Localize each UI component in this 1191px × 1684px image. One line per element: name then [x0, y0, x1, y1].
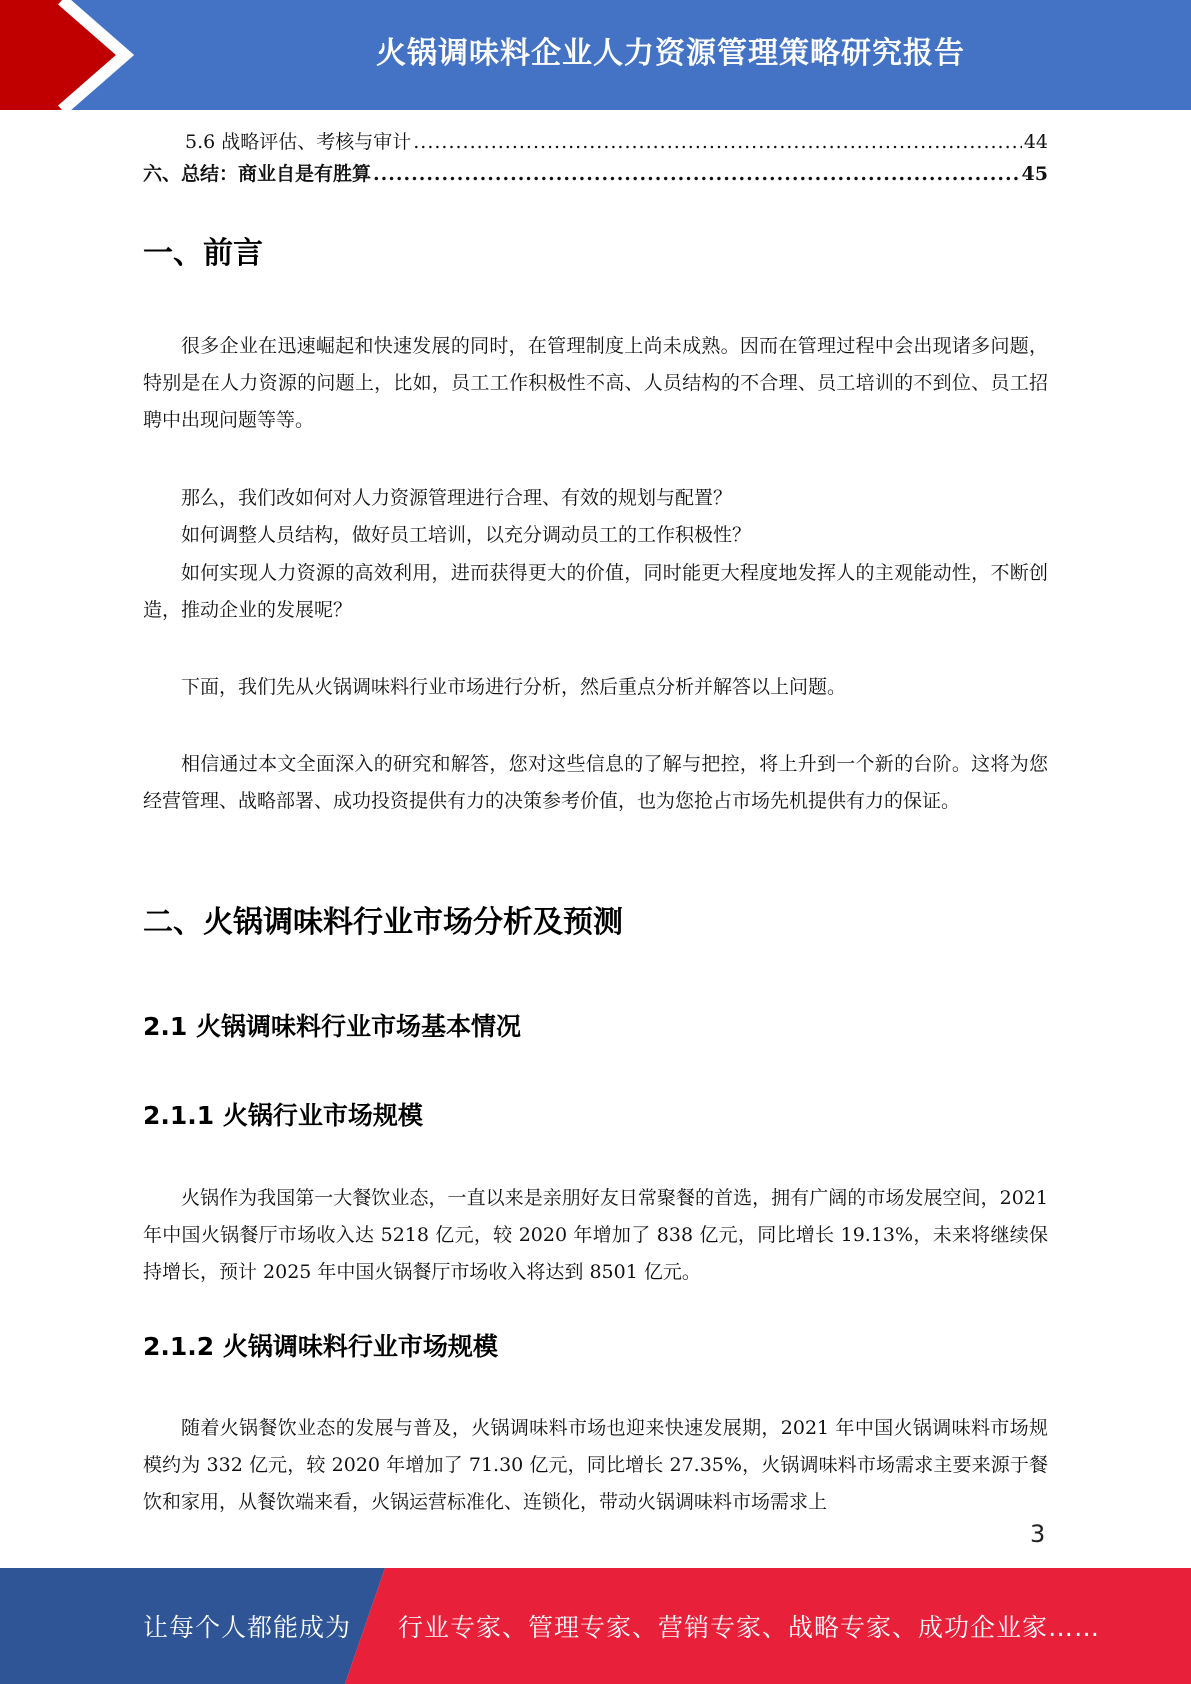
section-heading: 二、火锅调味料行业市场分析及预测: [143, 905, 623, 940]
paragraph: 火锅作为我国第一大餐饮业态，一直以来是亲朋好友日常聚餐的首选，拥有广阔的市场发展空间，2021 年中国火锅餐厅市场收入达 5218 亿元，较 2020 年增加了 838 亿元，同比增长 19.13%，未来将继续保持增长，预计 2025 年中国火锅餐厅市场收入将达到 8501 亿元。: [143, 1187, 1048, 1283]
toc-item-page: 44: [1023, 131, 1048, 153]
toc-leader: [413, 130, 1022, 154]
subsection-heading: 2.1.2 火锅调味料行业市场规模: [143, 1332, 498, 1361]
toc-item-label: 5.6 战略评估、考核与审计: [185, 131, 412, 153]
toc-leader: [373, 162, 1020, 186]
toc-item-label: 六、总结：商业自是有胜算: [143, 163, 372, 185]
paragraph: 随着火锅餐饮业态的发展与普及，火锅调味料市场也迎来快速发展期，2021 年中国火锅调味料市场规模约为 332 亿元，较 2020 年增加了 71.30 亿元，同比增长 27.35%，火锅调味料市场需求主要来源于餐饮和家用，从餐饮端来看，火锅运营标准化、连锁化，带动火锅调味料市场需求上: [143, 1417, 1048, 1513]
footer-slogan-right: 行业专家、管理专家、营销专家、战略专家、成功企业家……: [398, 1613, 1101, 1642]
page-header: [0, 0, 1191, 110]
paragraph: 很多企业在迅速崛起和快速发展的同时，在管理制度上尚未成熟。因而在管理过程中会出现诸多问题，特别是在人力资源的问题上，比如，员工工作积极性不高、人员结构的不合理、员工培训的不到位、员工招聘中出现问题等等。: [143, 335, 1048, 431]
toc-item[interactable]: [143, 130, 1048, 154]
subsection-heading: 2.1.1 火锅行业市场规模: [143, 1101, 423, 1130]
header-arrow-decoration: [0, 0, 160, 110]
paragraph: 如何调整人员结构，做好员工培训，以充分调动员工的工作积极性？: [181, 524, 752, 546]
toc-item-page: 45: [1021, 163, 1048, 185]
paragraph: 如何实现人力资源的高效利用，进而获得更大的价值，同时能更大程度地发挥人的主观能动性，不断创造，推动企业的发展呢？: [143, 562, 1048, 621]
paragraph: 相信通过本文全面深入的研究和解答，您对这些信息的了解与把控，将上升到一个新的台阶。这将为您经营管理、战略部署、成功投资提供有力的决策参考价值，也为您抢占市场先机提供有力的保证。: [143, 753, 1048, 812]
page-footer: [0, 1568, 1191, 1684]
paragraph: 那么，我们改如何对人力资源管理进行合理、有效的规划与配置？: [181, 487, 733, 509]
subsection-heading: 2.1 火锅调味料行业市场基本情况: [143, 1012, 521, 1041]
paragraph: 下面，我们先从火锅调味料行业市场进行分析，然后重点分析并解答以上问题。: [181, 676, 847, 698]
toc-item[interactable]: [143, 162, 1048, 186]
section-heading: 一、前言: [143, 236, 263, 271]
report-title: 火锅调味料企业人力资源管理策略研究报告: [376, 36, 965, 71]
footer-slogan-left: 让每个人都能成为: [143, 1613, 352, 1642]
page-number: 3: [1030, 1520, 1046, 1548]
